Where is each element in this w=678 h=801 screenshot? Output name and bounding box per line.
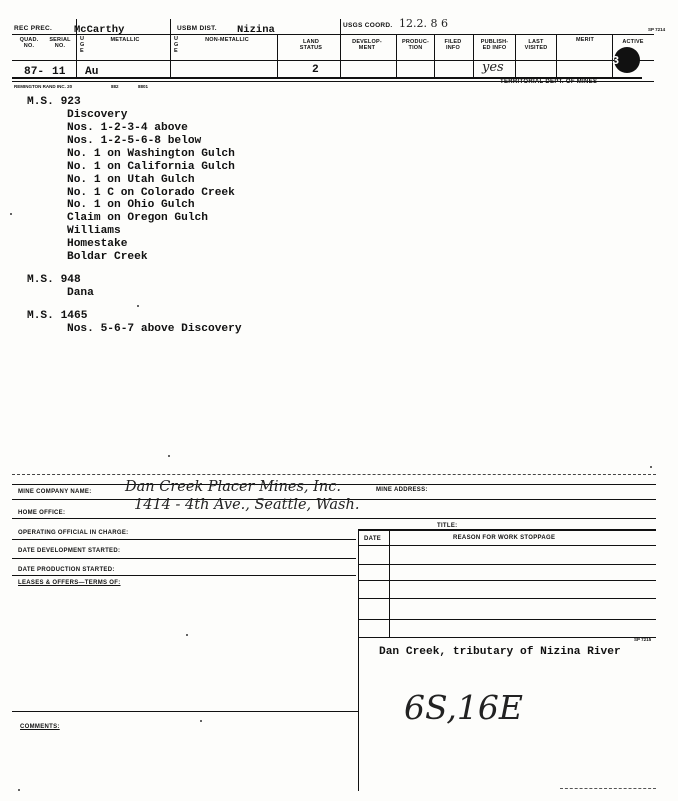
claim-line: Homestake	[67, 238, 128, 251]
claim-line: No. 1 on Utah Gulch	[67, 173, 195, 186]
scan-speck	[137, 305, 139, 307]
footer-rule-title	[358, 529, 656, 531]
col-filed-info: FILED INFO	[444, 39, 462, 51]
mine-company-value: Dan Creek Placer Mines, Inc.	[125, 479, 341, 495]
comments-label: COMMENTS:	[20, 724, 60, 730]
survey-number: M.S. 948	[27, 273, 81, 286]
footer-rule-comments	[12, 711, 358, 712]
footer-rule-bottom	[560, 788, 656, 789]
footer-divider	[358, 531, 359, 791]
row-active-mark: 3	[612, 54, 620, 68]
col-land-status: LAND STATUS	[299, 39, 323, 51]
footer-rule-10	[358, 580, 656, 581]
home-office-value: 1414 - 4th Ave., Seattle, Wash.	[134, 497, 360, 513]
scan-speck	[650, 466, 652, 468]
col-sep	[434, 35, 435, 79]
leases-label: LEASES & OFFERS—TERMS OF:	[18, 580, 121, 586]
usgs-coord-label: USGS COORD.	[343, 22, 393, 29]
header-rule-mid	[12, 60, 654, 61]
footer-rule-13	[358, 637, 656, 638]
claim-line: Dana	[67, 287, 94, 300]
survey-number: M.S. 923	[27, 96, 81, 108]
header-rule-top	[12, 34, 654, 35]
col-serial-no: SERIAL NO.	[49, 37, 71, 49]
prod-started-label: DATE PRODUCTION STARTED:	[18, 567, 115, 573]
col-sep	[473, 35, 474, 79]
footer-rule-8	[358, 564, 656, 565]
footer-rule-5	[12, 539, 356, 540]
claim-line: Nos. 1-2-5-6-8 below	[67, 134, 202, 147]
col-sep	[76, 19, 77, 79]
claim-line: Claim on Oregon Gulch	[67, 212, 208, 225]
survey-number: M.S. 1465	[27, 309, 88, 322]
col-merit: MERIT	[575, 37, 595, 43]
form-code-bottom: SP 7215	[634, 637, 652, 642]
printer-code1: 882	[111, 84, 119, 89]
claim-line: Williams	[67, 225, 121, 238]
claim-line: No. 1 on Washington Gulch	[67, 147, 235, 160]
scan-speck	[200, 720, 202, 722]
title-label: TITLE:	[437, 523, 458, 529]
claim-line: No. 1 C on Colorado Creek	[67, 186, 235, 199]
col-active: ACTIVE	[622, 39, 644, 45]
usgs-coord-value: 12.2. 8 6	[399, 17, 448, 30]
usbm-dist-label: USBM DIST.	[177, 25, 217, 32]
dev-started-label: DATE DEVELOPMENT STARTED:	[18, 548, 121, 554]
handwritten-code: 6S,16E	[404, 688, 523, 727]
printer-code2: 8801	[138, 84, 149, 89]
col-metallic: METALLIC	[110, 37, 140, 43]
usbm-dist-value: Nizina	[237, 24, 275, 36]
footer-rule-7	[12, 558, 356, 559]
date-label: DATE	[364, 536, 382, 542]
col-nonmetallic: NON-METALLIC	[205, 37, 249, 43]
col-sep	[340, 19, 341, 79]
claim-line: Boldar Creek	[67, 250, 148, 263]
scan-speck	[186, 634, 188, 636]
row-published: yes	[482, 60, 504, 75]
home-office-label: HOME OFFICE:	[18, 510, 66, 516]
survey-group	[27, 310, 347, 336]
footer-rule-9	[12, 575, 356, 576]
scan-speck	[10, 213, 12, 215]
claim-line: No. 1 on Ohio Gulch	[67, 199, 195, 212]
col-last-visited: LAST VISITED	[524, 39, 548, 51]
footer-rule-12	[358, 619, 656, 620]
reason-label: REASON FOR WORK STOPPAGE	[453, 535, 556, 541]
form-code-top: SP 7214	[648, 27, 666, 32]
operating-official-label: OPERATING OFFICIAL IN CHARGE:	[18, 530, 129, 536]
footer-rule-4	[12, 518, 656, 519]
row-quad: 87-	[24, 66, 45, 78]
col-quad-no: QUAD. NO.	[19, 37, 39, 49]
scan-speck	[18, 789, 20, 791]
claim-line: Nos. 5-6-7 above Discovery	[67, 323, 242, 336]
col-metallic-uge: U G E	[80, 36, 85, 54]
claim-line: No. 1 on California Gulch	[67, 160, 235, 173]
mineral-survey-list	[27, 96, 347, 346]
mine-address-label: MINE ADDRESS:	[376, 487, 428, 493]
footer-rule-top	[12, 474, 656, 475]
location-note: Dan Creek, tributary of Nizina River	[379, 646, 621, 658]
col-sep	[396, 35, 397, 79]
claim-line: Nos. 1-2-3-4 above	[67, 122, 188, 135]
col-production: PRODUC-TION	[401, 39, 430, 51]
footer-rule-11	[358, 598, 656, 599]
row-serial: 11	[52, 66, 66, 78]
date-col-divider	[389, 531, 390, 637]
dept-label: TERRITORIAL DEPT. OF MINES	[500, 79, 598, 85]
row-metallic: Au	[85, 66, 99, 78]
mine-company-label: MINE COMPANY NAME:	[18, 489, 92, 495]
col-sep	[556, 35, 557, 79]
claim-line: Discovery	[67, 109, 128, 122]
survey-group	[27, 96, 347, 264]
col-sep	[170, 19, 171, 79]
scan-speck	[168, 455, 170, 457]
col-development: DEVELOP-MENT	[352, 39, 382, 51]
printer-note: REMINGTON RAND INC. 20	[14, 84, 73, 89]
col-sep	[515, 35, 516, 79]
footer-rule-6	[358, 545, 656, 546]
rec-prec-value: McCarthy	[74, 24, 125, 36]
col-sep	[277, 35, 278, 79]
survey-group	[27, 274, 347, 300]
rec-prec-label: REC PREC.	[14, 25, 53, 32]
col-nonmetallic-uge: U G E	[174, 36, 179, 54]
row-land-status: 2	[312, 64, 319, 76]
col-published-info: PUBLISH-ED INFO	[480, 39, 509, 51]
